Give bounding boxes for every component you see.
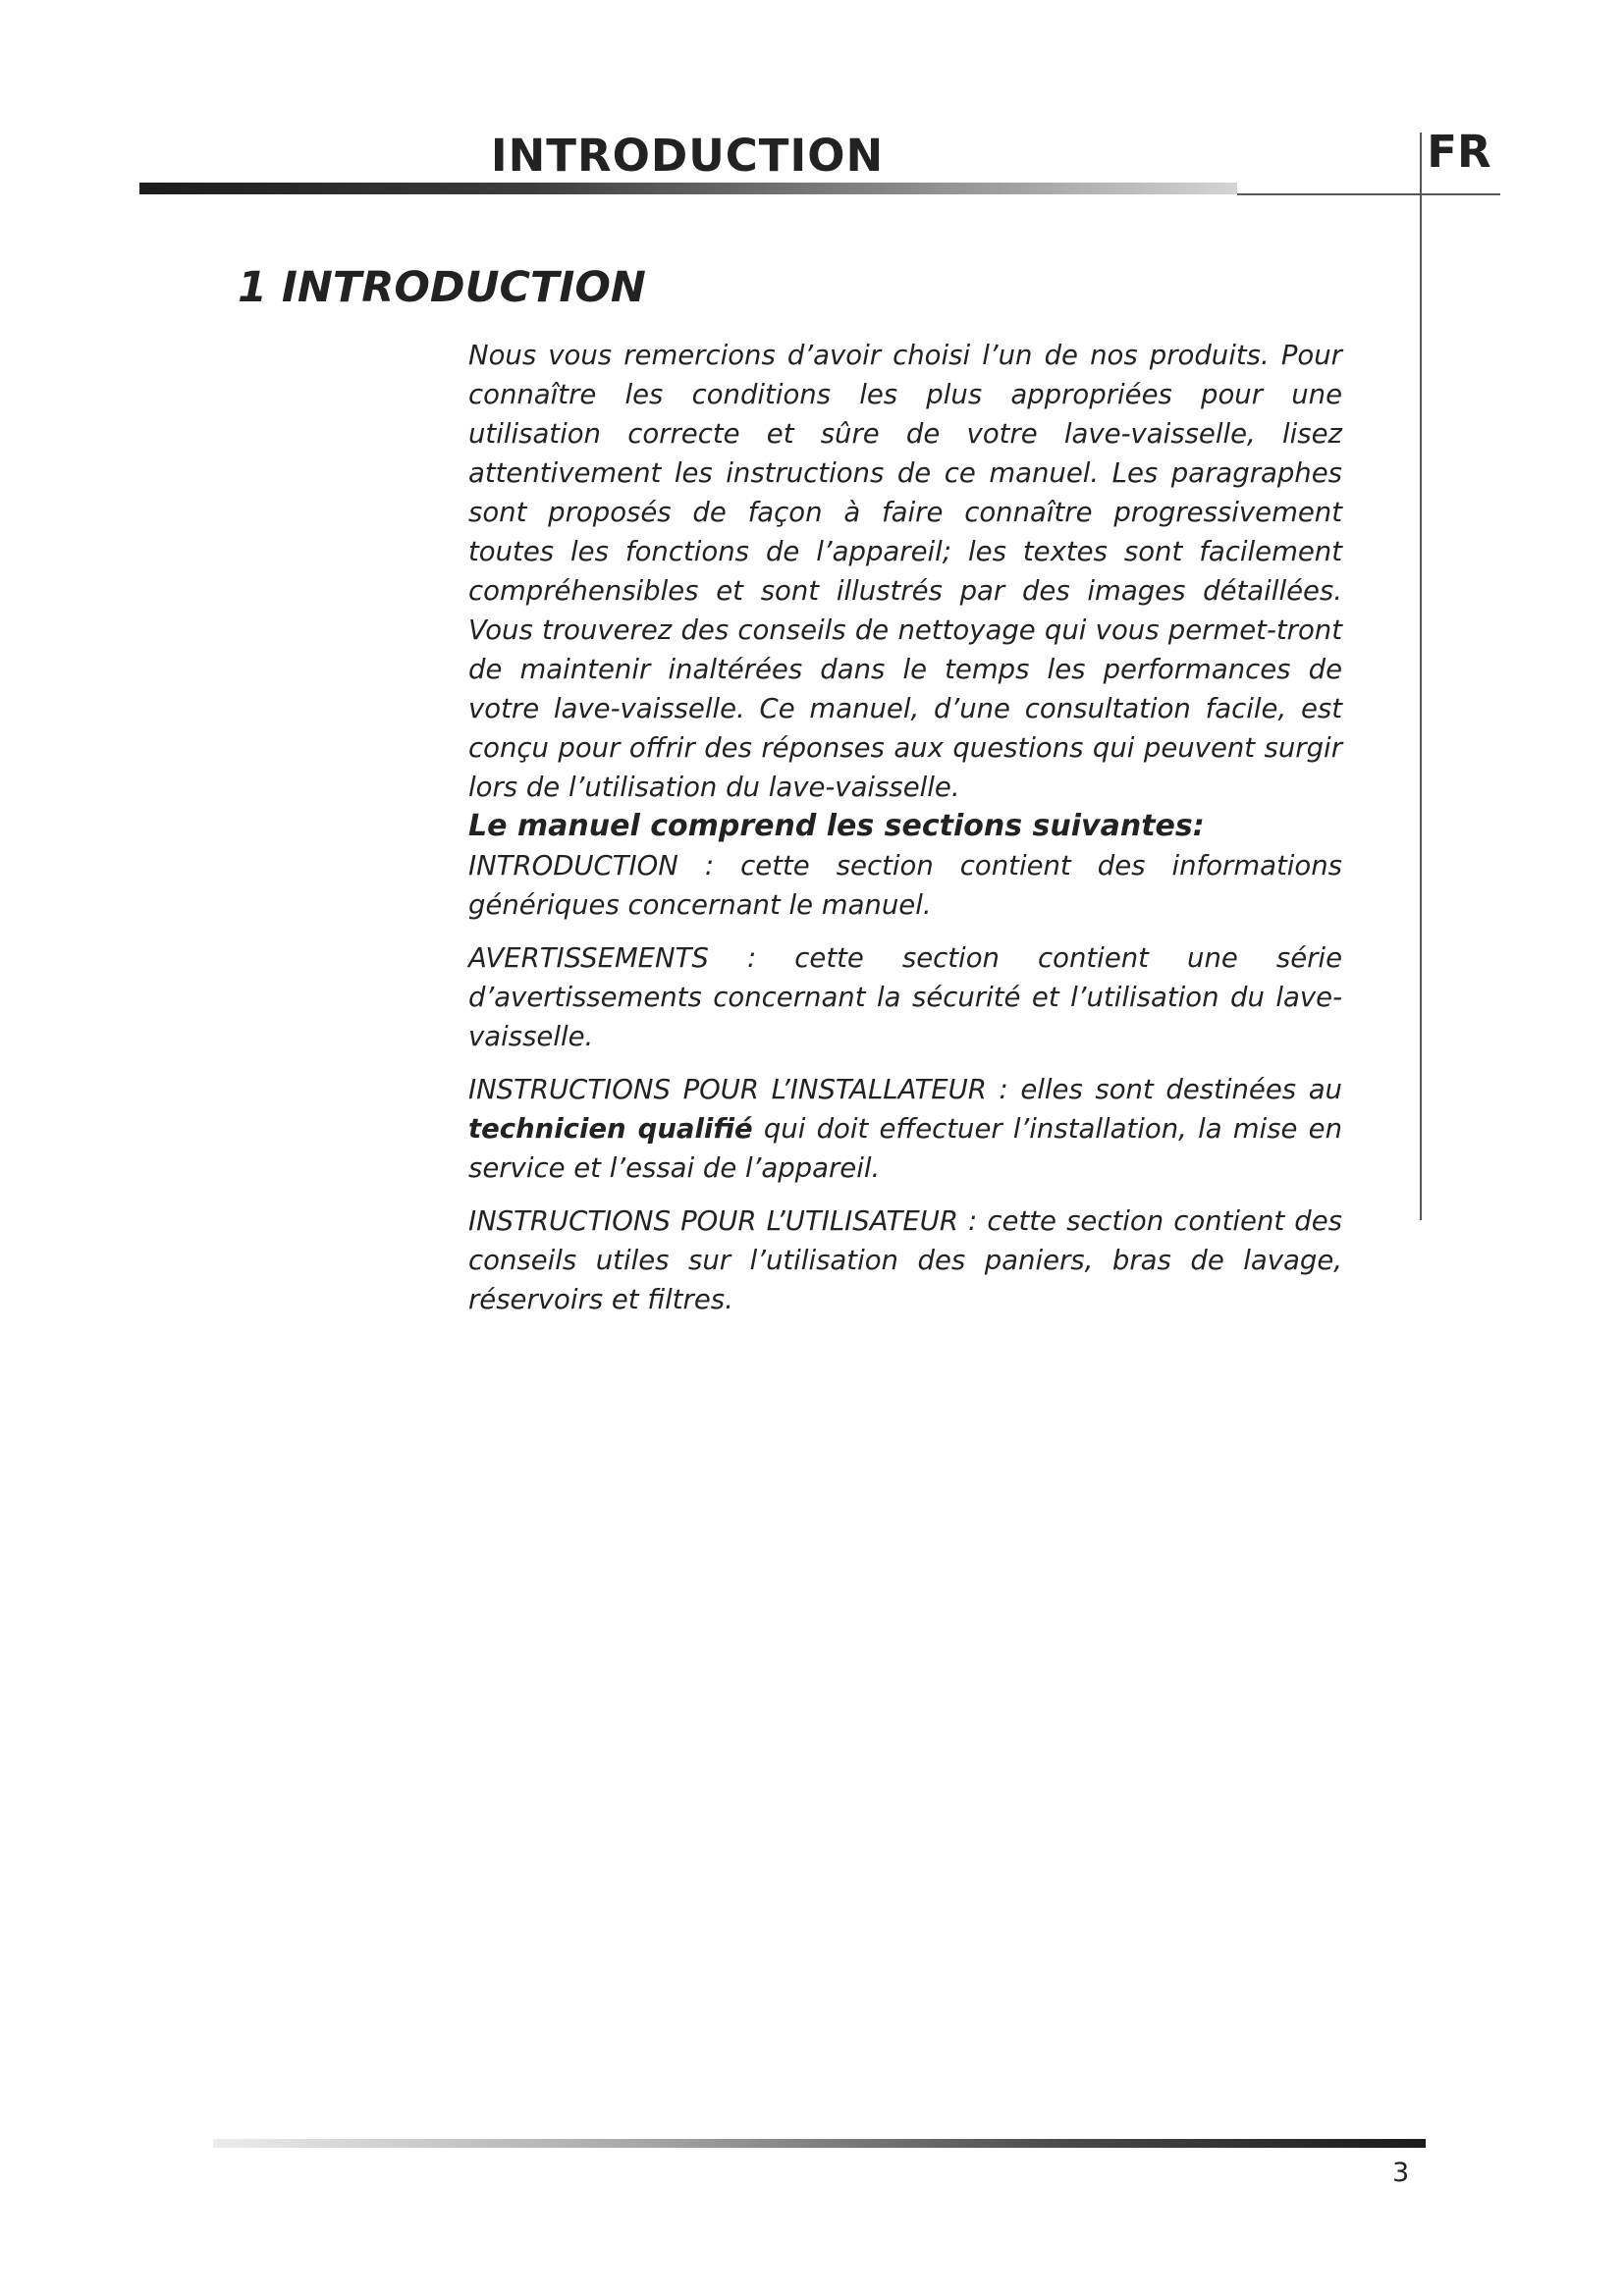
main-content xyxy=(468,336,1342,1319)
section-installateur xyxy=(468,1070,1342,1188)
section-installateur-end: qui doit effectuer l’installation, la mise en service et l’essai de l’appareil. xyxy=(468,1113,1342,1184)
section-installateur-start: INSTRUCTIONS POUR L’INSTALLATEUR : elles sont destinées au xyxy=(468,1074,1342,1105)
footer-bar xyxy=(213,2139,1426,2148)
header-divider-line xyxy=(1237,193,1500,195)
sections-heading: Le manuel comprend les sections suivantes: xyxy=(468,809,1205,843)
header-bar xyxy=(139,183,1237,194)
section-installateur-bold: technicien qualifié xyxy=(468,1113,753,1145)
page-number: 3 xyxy=(1392,2158,1410,2188)
section-introduction: INTRODUCTION : cette section contient des informations génériques concernant le manuel. xyxy=(468,850,1342,921)
intro-paragraph: Nous vous remercions d’avoir choisi l’un de nos produits. Pour connaître les conditions les plus appropriées pour une utilisation correcte et sûre de votre lave-vaisselle, lisez attentivement les instructions de ce manuel. Les paragraphes sont proposés de façon à faire connaître progressivement toutes les fonctions de l’appareil; les textes sont facilement compréhensibles et sont illustrés par des images détaillées. Vous trouverez des conseils de nettoyage qui vous permet-tront de maintenir inaltérées dans le temps les performances de votre lave-vaisselle. Ce manuel, d’une consultation facile, est conçu pour offrir des réponses aux questions qui peuvent surgir lors de l’utilisation du lave-vaisselle. xyxy=(468,340,1342,803)
page-header-title: INTRODUCTION xyxy=(490,130,885,182)
section-utilisateur: INSTRUCTIONS POUR L’UTILISATEUR : cette section contient des conseils utiles sur l’utilisation des paniers, bras de lavage, réservoirs et filtres. xyxy=(468,1205,1342,1315)
chapter-heading: 1 INTRODUCTION xyxy=(238,263,646,312)
section-avertissements: AVERTISSEMENTS : cette section contient une série d’avertissements concernant la sécurité et l’utilisation du lave-vaisselle. xyxy=(468,942,1342,1052)
language-tab: FR xyxy=(1427,126,1491,178)
side-rule xyxy=(1420,133,1422,1220)
